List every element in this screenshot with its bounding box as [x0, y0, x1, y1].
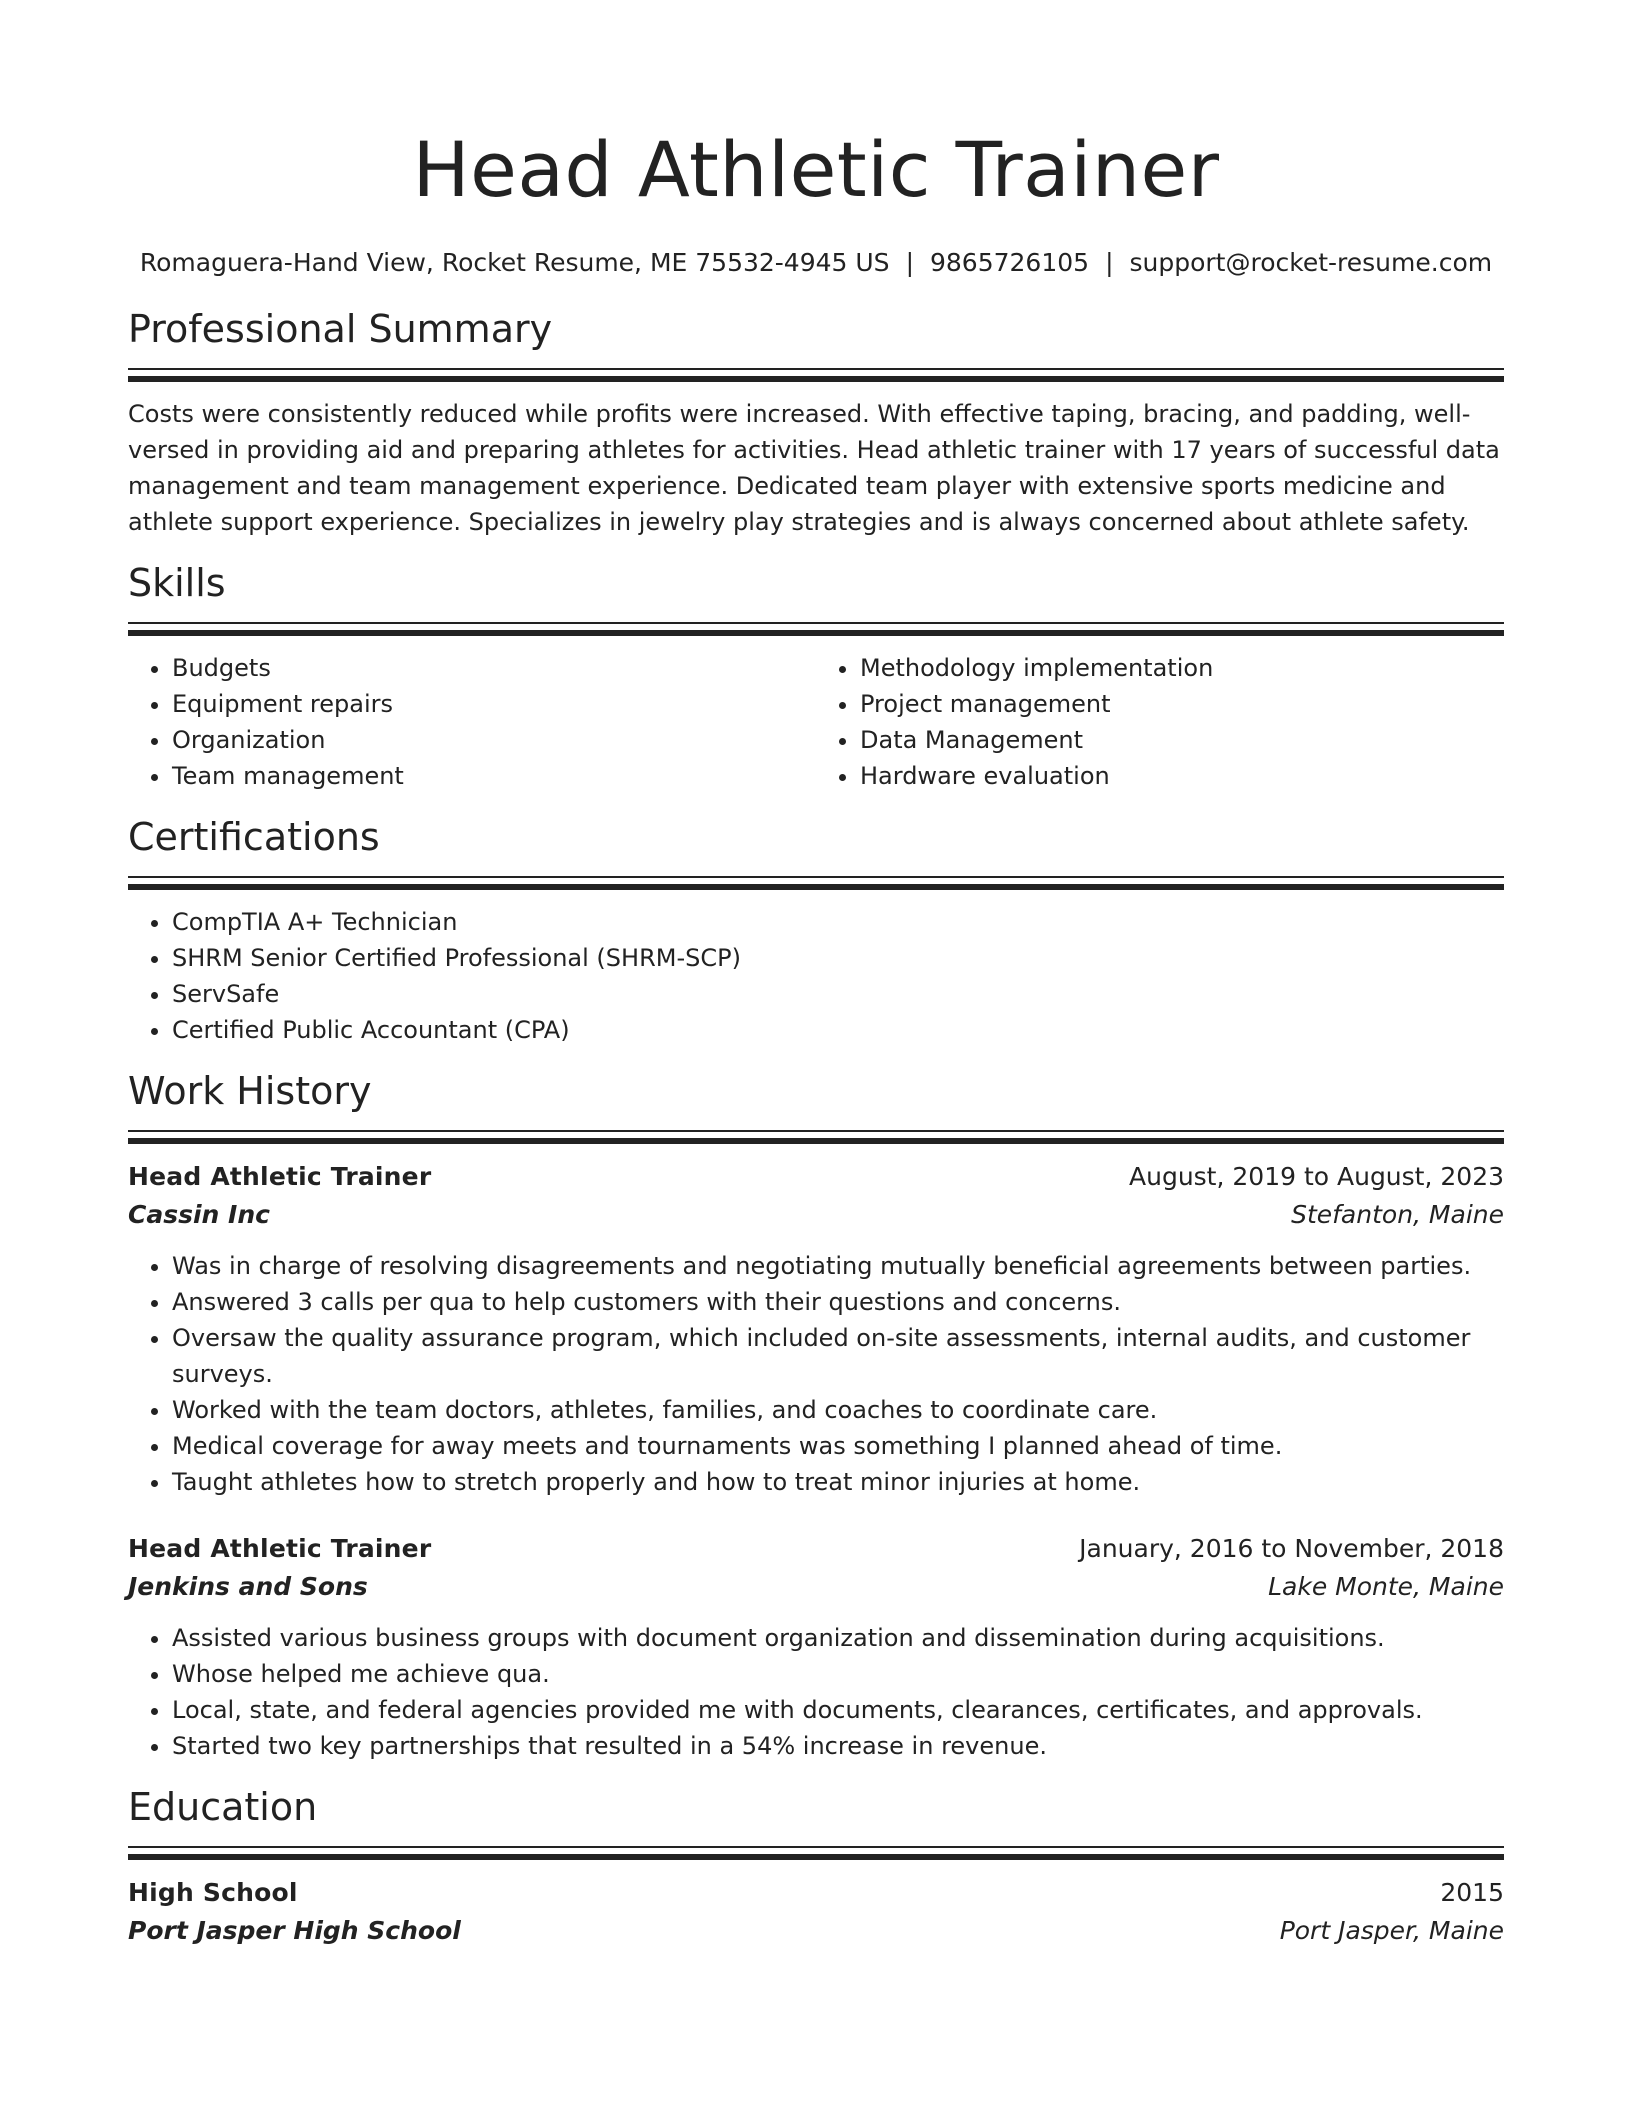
job-location: Stefanton, Maine	[1291, 1200, 1504, 1229]
job-bullet: • Oversaw the quality assurance program, which included on-site assessments, internal audits, and customer surveys.	[172, 1320, 1504, 1392]
skill-item: • Methodology implementation	[860, 650, 1504, 686]
job-bullet: • Assisted various business groups with document organization and dissemination during acquisitions.	[172, 1620, 1504, 1656]
job-dates: August, 2019 to August, 2023	[1129, 1162, 1504, 1191]
education-subheader	[128, 1912, 1504, 1950]
education-location: Port Jasper, Maine	[1279, 1916, 1504, 1945]
resume-name: Head Athletic Trainer	[412, 125, 1220, 214]
skill-item: • Hardware evaluation	[860, 758, 1504, 794]
skill-item: • Project management	[860, 686, 1504, 722]
education-degree: High School	[128, 1878, 298, 1907]
job-header	[128, 1158, 1504, 1196]
section-divider	[128, 1130, 1504, 1144]
skills-columns	[128, 636, 1504, 794]
section-title-summary: Professional Summary	[128, 307, 553, 351]
summary-text: Costs were consistently reduced while profits were increased. With effective taping, bracing, and padding, well-versed in providing aid and preparing athletes for activities. Head athletic trainer with 17 years of successful data management and team management experience. Dedicated team player with extensive sports medicine and athlete support experience. Specializes in jewelry play strategies and is always concerned about athlete safety.	[128, 400, 1500, 536]
section-divider	[128, 876, 1504, 890]
certification-item: • SHRM Senior Certified Professional (SHRM-SCP)	[172, 940, 1504, 976]
skill-item: • Team management	[172, 758, 816, 794]
job-bullet: • Taught athletes how to stretch properly and how to treat minor injuries at home.	[172, 1464, 1504, 1500]
education-year: 2015	[1440, 1878, 1504, 1907]
skill-item: • Budgets	[172, 650, 816, 686]
certification-item: • Certified Public Accountant (CPA)	[172, 1012, 1504, 1048]
job-company: Jenkins and Sons	[128, 1572, 368, 1601]
contact-phone: 9865726105	[930, 248, 1090, 277]
certification-item: • ServSafe	[172, 976, 1504, 1012]
contact-separator: |	[905, 248, 914, 277]
section-divider	[128, 368, 1504, 382]
job-bullet: • Medical coverage for away meets and tournaments was something I planned ahead of time.	[172, 1428, 1504, 1464]
skill-item: • Organization	[172, 722, 816, 758]
contact-address: Romaguera-Hand View, Rocket Resume, ME 75532-4945 US	[139, 248, 890, 277]
summary-section	[128, 304, 1504, 540]
education-section	[128, 1782, 1504, 1950]
section-title-education: Education	[128, 1785, 318, 1829]
job-title: Head Athletic Trainer	[128, 1162, 432, 1191]
job-entry	[128, 1158, 1504, 1500]
job-bullet: • Whose helped me achieve qua.	[172, 1656, 1504, 1692]
section-divider	[128, 622, 1504, 636]
job-bullet: • Answered 3 calls per qua to help customers with their questions and concerns.	[172, 1284, 1504, 1320]
contact-line	[128, 246, 1504, 280]
education-entry	[128, 1874, 1504, 1950]
job-company: Cassin Inc	[128, 1200, 270, 1229]
job-title: Head Athletic Trainer	[128, 1534, 432, 1563]
education-school: Port Jasper High School	[128, 1916, 461, 1945]
work-history-section	[128, 1066, 1504, 1764]
job-entry	[128, 1530, 1504, 1764]
job-bullets	[128, 1248, 1504, 1500]
job-dates: January, 2016 to November, 2018	[1079, 1534, 1504, 1563]
contact-email[interactable]: support@rocket-resume.com	[1129, 248, 1493, 277]
skills-list-left	[128, 650, 816, 794]
job-bullets	[128, 1620, 1504, 1764]
skills-section	[128, 558, 1504, 794]
job-subheader	[128, 1196, 1504, 1234]
certification-item: • CompTIA A+ Technician	[172, 904, 1504, 940]
certifications-section	[128, 812, 1504, 1048]
skill-item: • Data Management	[860, 722, 1504, 758]
job-bullet: • Started two key partnerships that resulted in a 54% increase in revenue.	[172, 1728, 1504, 1764]
job-location: Lake Monte, Maine	[1268, 1572, 1504, 1601]
section-title-work-history: Work History	[128, 1069, 372, 1113]
job-bullet: • Was in charge of resolving disagreements and negotiating mutually beneficial agreements between parties.	[172, 1248, 1504, 1284]
section-title-skills: Skills	[128, 561, 226, 605]
section-divider	[128, 1846, 1504, 1860]
skills-list-right	[816, 650, 1504, 794]
section-title-certifications: Certifications	[128, 815, 380, 859]
job-header	[128, 1530, 1504, 1568]
skill-item: • Equipment repairs	[172, 686, 816, 722]
education-header	[128, 1874, 1504, 1912]
job-bullet: • Local, state, and federal agencies provided me with documents, clearances, certificates, and approvals.	[172, 1692, 1504, 1728]
job-subheader	[128, 1568, 1504, 1606]
certifications-list	[128, 904, 1504, 1048]
job-bullet: • Worked with the team doctors, athletes, families, and coaches to coordinate care.	[172, 1392, 1504, 1428]
contact-separator: |	[1105, 248, 1114, 277]
